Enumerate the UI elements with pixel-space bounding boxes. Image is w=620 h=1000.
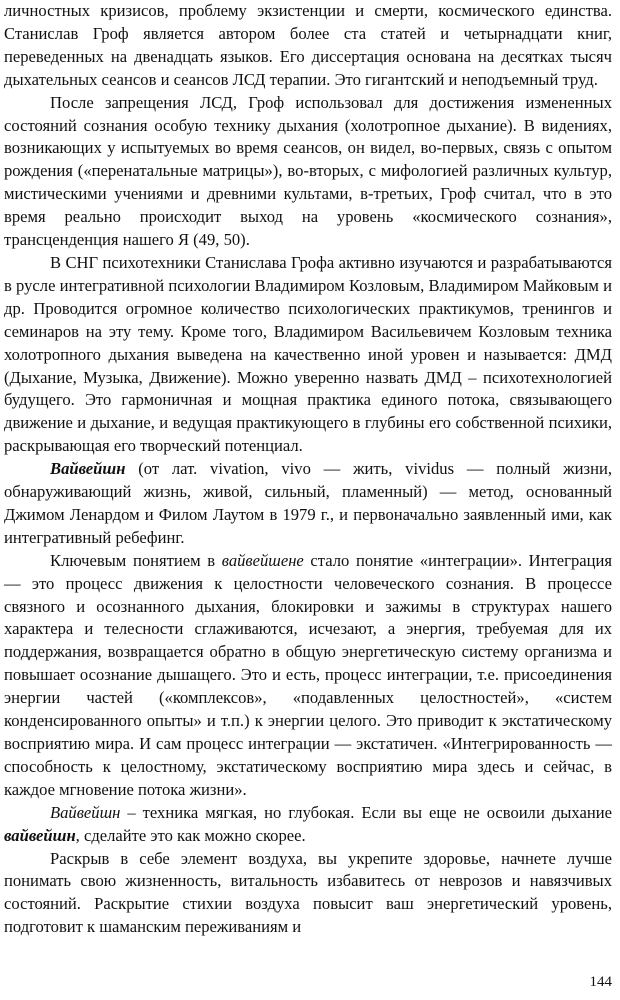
term-vivation-italic: Вайвейшн [50,802,121,822]
paragraph-text: , сделайте это как можно скорее. [75,825,306,845]
paragraph-cis-psychotechnics [4,252,612,458]
paragraph-holotropic-breathing [4,92,612,252]
paragraph-text-middle: – техника мягкая, но глубокая. Если вы еще не освоили дыхание [120,802,612,822]
paragraph-air-element [4,848,612,940]
paragraph-text: стало понятие «интеграции». Интеграция — это процесс движения к целостности человеческого сознания. В процессе связного и осознанного дыхания, блокировки и зажимы в структурах нашего характера и телесности сглаживаются, исчезают, а энергия, требуемая для их поддержания, возвращается обратно в общую энергетическую систему организма и повышает осознание дышащего. Это и есть, процесс интеграции, т.е. присоединения энергии частей («комплексов», «подавленных целостностей», «систем конденсированного опыты» и т.п.) к энергии целого. Это приводит к экстатическому восприятию мира. И сам процесс интеграции — экстатичен. «Интегрированность — способность к целостному, экстатическому восприятию мира здесь и сейчас, в каждое мгновение потока жизни». [4,550,613,799]
paragraph-text: Раскрыв в себе элемент воздуха, вы укрепите здоровье, начнете лучше понимать свою жизненность, витальность избавитесь от неврозов и навязчивых состояний. Раскрытие стихии воздуха повысит ваш энергетический уровень, подготовит к шаманским переживаниям и [4,848,612,937]
paragraph-text: (от лат. vivation, vivo — жить, vividus — полный жизни, обнаруживающий жизнь, живой, сильный, пламенный) — метод, основанный Джимом Ленардом и Филом Лаутом в 1979 г., и первоначально заявленный ими, как интегративный ребефинг. [4,459,612,547]
term-vivation: Вайвейшн [50,459,126,479]
paragraph-integration [4,550,612,802]
paragraph-text: После запрещения ЛСД, Гроф использовал для достижения измененных состояний сознания особую технику дыхания (холотропное дыхание). В видениях, возникающих у испытуемых во время сеансов, он видел, во-первых, связь с опытом рождения («перенатальные матрицы»), во-вторых, с мифологией различных культур, мистическими учениями и древними культами, в-третьих, Гроф считал, что в это время реально происходит выход на уровень «космического сознания», трансценденция нашего Я (49, 50). [4,92,612,250]
paragraph-text: личностных кризисов, проблему экзистенции и смерти, космического единства. Станислав Гроф является автором более ста статей и четырнадцати книг, переведенных на двенадцать языков. Его диссертация основана на десятках тысяч дыхательных сеансов и сеансов ЛСД терапии. Это гигантский и неподъемный труд. [4,1,612,89]
book-page [4,0,612,939]
page-number: 144 [589,974,612,990]
paragraph-text: В СНГ психотехники Станислава Грофа активно изучаются и разрабатываются в русле интегративной психологии Владимиром Козловым, Владимиром Майковым и др. Проводится огромное количество психологических практикумов, тренингов и семинаров на эту тему. Кроме того, Владимиром Васильевичем Козловым техника холотропного дыхания выведена на качественно иной уровен и называется: ДМД (Дыхание, Музыка, Движение). Можно уверенно назвать ДМД – психотехнологией будущего. Это гармоничная и мощная практика единого потока, связывающего движение и дыхание, и ведущая практикующего в глубины его собственной психики, раскрывающая его творческий потенциал. [4,252,612,456]
paragraph-text-before: Ключевым понятием в [50,550,222,570]
paragraph-vivation-definition [4,458,612,550]
paragraph-vivation-technique [4,802,612,848]
paragraph-grof-intro [4,0,612,92]
term-vivation-italic: вайвейшене [221,550,304,570]
term-vivation-bold-italic: вайвейшн [4,825,76,845]
